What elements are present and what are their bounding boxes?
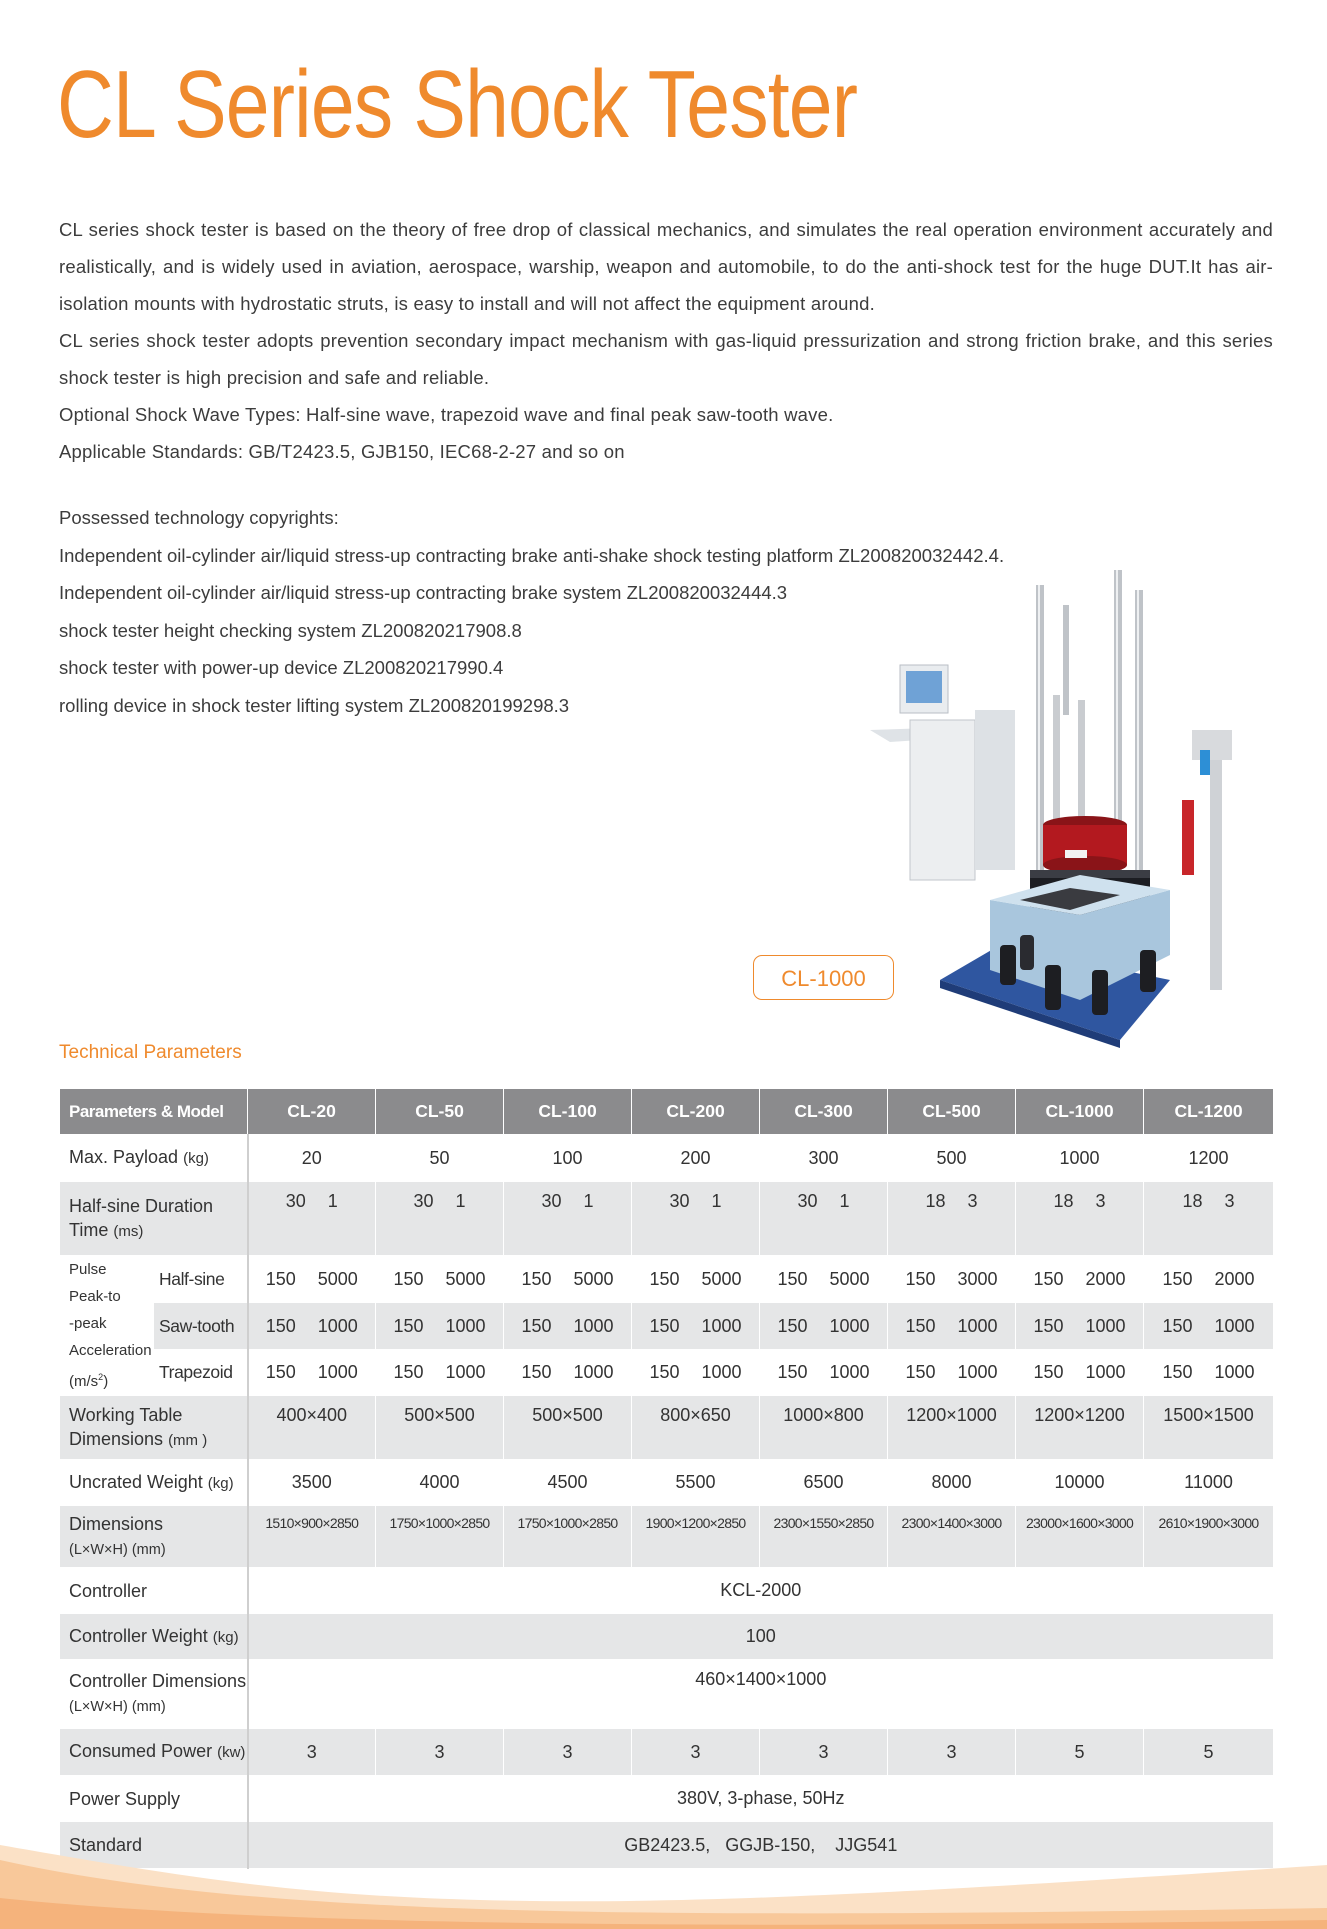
table-cell: 5 xyxy=(1144,1729,1274,1776)
table-cell: 3500 xyxy=(248,1460,376,1506)
table-row xyxy=(60,1182,1274,1256)
table-cell: 150 3000 xyxy=(888,1256,1016,1303)
table-cell: 300 xyxy=(760,1135,888,1182)
table-cell: 150 1000 xyxy=(248,1350,376,1396)
table-cell: 500×500 xyxy=(504,1396,632,1460)
table-cell: 5 xyxy=(1016,1729,1144,1776)
model-header: CL-300 xyxy=(760,1089,888,1135)
row-label: Dimensions (L×W×H) (mm) xyxy=(60,1506,248,1568)
table-row xyxy=(60,1350,1274,1396)
table-row xyxy=(60,1614,1274,1660)
table-row xyxy=(60,1729,1274,1776)
table-cell: 11000 xyxy=(1144,1460,1274,1506)
table-cell: 150 1000 xyxy=(376,1350,504,1396)
header-label: Parameters & Model xyxy=(60,1089,248,1135)
intro-text xyxy=(59,211,1273,470)
model-tag: CL-1000 xyxy=(753,955,894,1000)
table-cell: 6500 xyxy=(760,1460,888,1506)
intro-paragraph: CL series shock tester adopts prevention secondary impact mechanism with gas-liquid pressurization and strong friction brake, and this series shock tester is high precision and safe and reliable. xyxy=(59,330,1273,388)
parameters-table xyxy=(59,1088,1274,1869)
table-cell: 100 xyxy=(504,1135,632,1182)
table-cell: 500 xyxy=(888,1135,1016,1182)
table-cell: 1000 xyxy=(1016,1135,1144,1182)
row-label: Half-sine Duration Time (ms) xyxy=(60,1182,248,1256)
model-header: CL-50 xyxy=(376,1089,504,1135)
table-cell: 150 1000 xyxy=(1144,1303,1274,1350)
copyright-item: rolling device in shock tester lifting system ZL200820199298.3 xyxy=(59,694,570,716)
table-cell: 30 1 xyxy=(248,1182,376,1256)
copyright-item: Independent oil-cylinder air/liquid stress-up contracting brake anti-shake shock testing platform ZL200820032442.4. xyxy=(59,544,1005,566)
shock-tester-photo xyxy=(870,570,1240,1050)
pulse-unit: $(m/s^2)$ xyxy=(69,1372,109,1390)
copyrights-heading: Possessed technology copyrights: xyxy=(59,507,339,528)
table-cell: 10000 xyxy=(1016,1460,1144,1506)
intro-paragraph: Optional Shock Wave Types: Half-sine wave, trapezoid wave and final peak saw-tooth wave. xyxy=(59,404,834,425)
table-cell: 50 xyxy=(376,1135,504,1182)
table-cell: 150 1000 xyxy=(888,1350,1016,1396)
table-cell: 460×1400×1000 xyxy=(248,1660,1274,1729)
table-cell: 1750×1000×2850 xyxy=(504,1506,632,1568)
table-cell: 18 3 xyxy=(888,1182,1016,1256)
table-cell: 150 1000 xyxy=(248,1303,376,1350)
decorative-wave xyxy=(0,1820,1327,1929)
row-label: Uncrated Weight (kg) xyxy=(60,1460,248,1506)
model-header: CL-200 xyxy=(632,1089,760,1135)
table-cell: 2610×1900×3000 xyxy=(1144,1506,1274,1568)
model-header: CL-1200 xyxy=(1144,1089,1274,1135)
row-label: Working Table Dimensions (mm ) xyxy=(60,1396,248,1460)
table-cell: 3 xyxy=(632,1729,760,1776)
intro-paragraph: Applicable Standards: GB/T2423.5, GJB150, IEC68-2-27 and so on xyxy=(59,441,625,462)
row-label: Controller Dimensions (L×W×H) (mm) xyxy=(60,1660,248,1729)
table-cell: 1000×800 xyxy=(760,1396,888,1460)
table-cell: 3 xyxy=(376,1729,504,1776)
table-cell: 3 xyxy=(248,1729,376,1776)
table-cell: 150 1000 xyxy=(760,1303,888,1350)
table-cell: 150 5000 xyxy=(376,1256,504,1303)
table-cell: 1900×1200×2850 xyxy=(632,1506,760,1568)
table-cell: 400×400 xyxy=(248,1396,376,1460)
section-title: Technical Parameters xyxy=(59,1042,242,1063)
table-cell: 150 1000 xyxy=(1016,1303,1144,1350)
table-cell: 150 1000 xyxy=(1144,1350,1274,1396)
table-cell: 150 5000 xyxy=(632,1256,760,1303)
row-label: Saw-tooth xyxy=(154,1303,248,1350)
table-row xyxy=(60,1776,1274,1822)
table-cell: 100 xyxy=(248,1614,1274,1660)
model-header: CL-1000 xyxy=(1016,1089,1144,1135)
table-cell: 150 5000 xyxy=(504,1256,632,1303)
table-cell: 150 1000 xyxy=(632,1350,760,1396)
table-cell: 150 5000 xyxy=(248,1256,376,1303)
table-cell: 150 2000 xyxy=(1016,1256,1144,1303)
model-header: CL-500 xyxy=(888,1089,1016,1135)
pulse-label: Pulse Peak-to -peak Acceleration $(m/s^2)$ xyxy=(60,1256,154,1396)
table-cell: 3 xyxy=(760,1729,888,1776)
table-cell: 23000×1600×3000 xyxy=(1016,1506,1144,1568)
table-cell: 1500×1500 xyxy=(1144,1396,1274,1460)
table-cell: 150 1000 xyxy=(760,1350,888,1396)
table-cell: 2300×1550×2850 xyxy=(760,1506,888,1568)
table-row xyxy=(60,1303,1274,1350)
row-label: Consumed Power (kw) xyxy=(60,1729,248,1776)
table-row xyxy=(60,1256,1274,1303)
table-row xyxy=(60,1135,1274,1182)
table-cell: 150 1000 xyxy=(504,1350,632,1396)
row-label: Standard xyxy=(60,1822,248,1869)
row-label: Controller xyxy=(60,1568,248,1614)
copyright-item: shock tester with power-up device ZL200820217990.4 xyxy=(59,657,504,678)
table-cell: 1750×1000×2850 xyxy=(376,1506,504,1568)
table-row xyxy=(60,1460,1274,1506)
table-cell: 380V, 3-phase, 50Hz xyxy=(248,1776,1274,1822)
table-cell: 1200×1000 xyxy=(888,1396,1016,1460)
row-label: Power Supply xyxy=(60,1776,248,1822)
row-label: Trapezoid xyxy=(154,1350,248,1396)
table-cell: 800×650 xyxy=(632,1396,760,1460)
table-cell: 4000 xyxy=(376,1460,504,1506)
table-row xyxy=(60,1660,1274,1729)
table-cell: 18 3 xyxy=(1016,1182,1144,1256)
table-cell: 150 1000 xyxy=(1016,1350,1144,1396)
table-row xyxy=(60,1568,1274,1614)
table-cell: 4500 xyxy=(504,1460,632,1506)
table-row xyxy=(60,1396,1274,1460)
table-cell: 150 1000 xyxy=(376,1303,504,1350)
table-cell: 1510×900×2850 xyxy=(248,1506,376,1568)
table-cell: 8000 xyxy=(888,1460,1016,1506)
table-cell: 500×500 xyxy=(376,1396,504,1460)
table-header-row xyxy=(60,1089,1274,1135)
table-cell: KCL-2000 xyxy=(248,1568,1274,1614)
table-cell: 150 1000 xyxy=(888,1303,1016,1350)
row-label: Half-sine xyxy=(154,1256,248,1303)
table-cell: 30 1 xyxy=(376,1182,504,1256)
table-cell: 5500 xyxy=(632,1460,760,1506)
page-title: CL Series Shock Tester xyxy=(57,51,858,158)
table-row xyxy=(60,1506,1274,1568)
table-cell: 30 1 xyxy=(504,1182,632,1256)
copyright-item: Independent oil-cylinder air/liquid stress-up contracting brake system ZL200820032444.3 xyxy=(59,582,788,603)
table-cell: 1200×1200 xyxy=(1016,1396,1144,1460)
table-cell: 150 1000 xyxy=(504,1303,632,1350)
table-cell: 200 xyxy=(632,1135,760,1182)
row-label: Max. Payload (kg) xyxy=(60,1135,248,1182)
table-cell: 20 xyxy=(248,1135,376,1182)
table-cell: 1200 xyxy=(1144,1135,1274,1182)
intro-paragraph: CL series shock tester is based on the theory of free drop of classical mechanics, and simulates the real operation environment accurately and realistically, and is widely used in aviation, aerospace, warship, weapon and automobile, to do the anti-shock test for the huge DUT.It has air-isolation mounts with hydrostatic struts, is easy to install and will not affect the equipment around. xyxy=(59,219,1273,314)
table-cell: 3 xyxy=(504,1729,632,1776)
table-cell: 18 3 xyxy=(1144,1182,1274,1256)
copyright-item: shock tester height checking system ZL200820217908.8 xyxy=(59,619,522,641)
table-cell: 3 xyxy=(888,1729,1016,1776)
model-header: CL-100 xyxy=(504,1089,632,1135)
table-cell: GB2423.5, GGJB-150, JJG541 xyxy=(248,1822,1274,1869)
row-label: Controller Weight (kg) xyxy=(60,1614,248,1660)
model-header: CL-20 xyxy=(248,1089,376,1135)
table-cell: 150 1000 xyxy=(632,1303,760,1350)
table-cell: 150 5000 xyxy=(760,1256,888,1303)
table-cell: 2300×1400×3000 xyxy=(888,1506,1016,1568)
table-cell: 30 1 xyxy=(760,1182,888,1256)
table-cell: 30 1 xyxy=(632,1182,760,1256)
table-cell: 150 2000 xyxy=(1144,1256,1274,1303)
